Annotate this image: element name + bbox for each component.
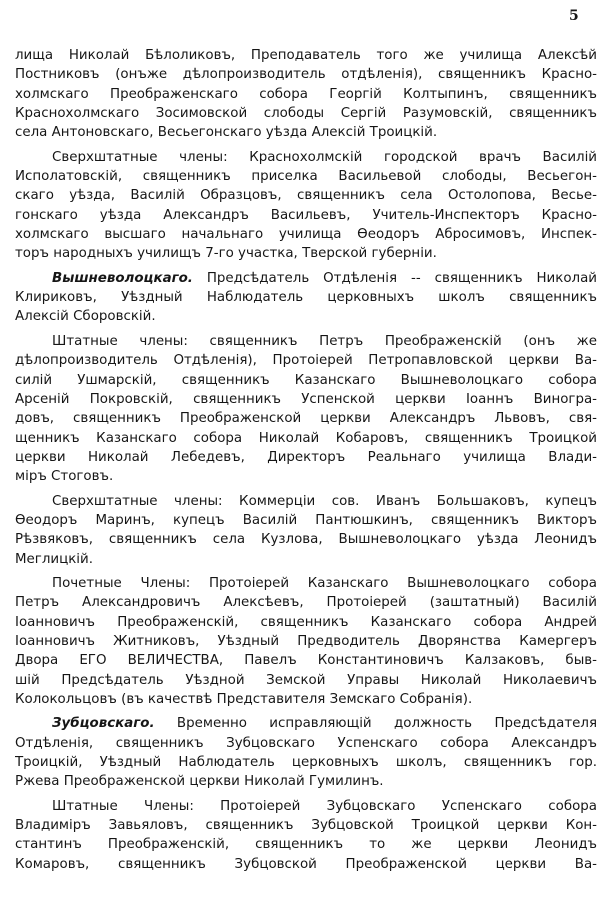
text-line: стантинъ Преображенскій, священникъ то же церкви Леонидъ: [15, 837, 597, 853]
paragraph: [15, 574, 597, 709]
text-line: Владиміръ Завьяловъ, священникъ Зубцовской Троицкой церкви Кон-: [15, 818, 597, 834]
text-line: Отдѣленія, священникъ Зубцовскаго Успенскаго собора Александръ: [15, 735, 597, 751]
text-line: Ржева Преображенской церкви Николай Гумилинъ.: [15, 774, 384, 790]
text-line: села Антоновскаго, Весьегонскаго уѣзда Алексій Троицкій.: [15, 125, 438, 141]
section-heading: Зубцовскаго.: [52, 716, 155, 732]
text-line: Штатные члены: священникъ Петръ Преображенскій (онъ же: [52, 333, 597, 349]
text-line: Алексій Сборовскій.: [15, 309, 156, 325]
text-line: Арсеній Покровскій, священникъ Успенской церкви Іоаннъ Виногра-: [15, 391, 597, 407]
text-line: дѣлопроизводитель Отдѣленія), Протоіерей Петропавловской церкви Ва-: [15, 353, 597, 369]
text-line: Исполатовскій, священникъ приселка Васильевой слободы, Весьегон-: [15, 169, 597, 185]
text-line: Меглицкій.: [15, 551, 93, 567]
text-line: [15, 714, 597, 733]
text-line: лища Николай Бѣлоликовъ, Преподаватель того же училища Алексѣй: [15, 48, 597, 63]
text-span: Временно исправляющій должность Предсѣдателя: [154, 716, 597, 732]
text-line: Почетные Члены: Протоіерей Казанскаго Вышневолоцкаго собора: [52, 575, 597, 591]
text-line: Клириковъ, Уѣздный Наблюдатель церковныхъ школъ священникъ: [15, 290, 597, 306]
paragraph: [15, 332, 597, 487]
text-line: торъ народныхъ училищъ 7-го участка, Тверской губерніи.: [15, 246, 437, 262]
text-line: щенникъ Казанскаго собора Николай Кобаровъ, священникъ Троицкой: [15, 430, 597, 446]
text-line: гонскаго уѣзда Александръ Васильевъ, Учитель-Инспекторъ Красно-: [15, 207, 597, 223]
section-heading: Вышневолоцкаго.: [52, 270, 193, 286]
text-line: Рѣзвяковъ, священникъ села Кузлова, Вышневолоцкаго уѣзда Леонидъ: [15, 532, 597, 548]
text-line: Іоанновичъ Житниковъ, Уѣздный Предводитель Дворянства Камергеръ: [15, 633, 597, 649]
text-line: довъ, священникъ Преображенской церкви Александръ Львовъ, свя-: [15, 411, 597, 427]
text-line: силій Ушмарскій, священникъ Казанскаго Вышневолоцкаго собора: [15, 372, 597, 388]
text-line: холмскаго высшаго начальнаго училища Ѳеодоръ Абросимовъ, Инспек-: [15, 227, 597, 243]
text-line: [15, 269, 597, 288]
text-line: шій Предсѣдатель Уѣздной Земской Управы Николай Николаевичъ: [15, 672, 597, 688]
document-body: [15, 46, 597, 874]
paragraph: [15, 797, 597, 874]
text-line: Іоанновичъ Преображенскій, священникъ Казанскаго собора Андрей: [15, 614, 597, 630]
text-line: холмскаго Преображенскаго собора Георгій Колтыпинъ, священникъ: [15, 86, 597, 102]
text-line: Двора ЕГО ВЕЛИЧЕСТВА, Павелъ Константиновичъ Калзаковъ, быв-: [15, 653, 597, 669]
text-line: Постниковъ (онъже дѣлопроизводитель отдѣленія), священникъ Красно-: [15, 67, 597, 83]
text-line: Колокольцовъ (въ качествѣ Представителя Земскаго Собранія).: [15, 692, 473, 707]
text-line: Сверхштатные члены: Краснохолмскій городской врачъ Василій: [52, 149, 597, 165]
text-line: міръ Стоговъ.: [15, 469, 114, 485]
page-number: 5: [569, 8, 579, 24]
text-line: Сверхштатные члены: Коммерціи сов. Иванъ Большаковъ, купецъ: [52, 493, 597, 509]
paragraph: [15, 269, 597, 327]
text-line: церкви Николай Лебедевъ, Директоръ Реальнаго училища Влади-: [15, 449, 597, 465]
paragraph: [15, 714, 597, 791]
text-line: Краснохолмскаго Зосимовской слободы Сергій Разумовскій, священникъ: [15, 106, 597, 122]
text-line: Ѳеодоръ Маринъ, купецъ Василій Пантюшкинъ, священникъ Викторъ: [15, 512, 597, 528]
paragraph: [15, 492, 597, 569]
text-span: Предсѣдатель Отдѣленія -- священникъ Николай: [192, 270, 597, 286]
text-line: скаго уѣзда, Василій Образцовъ, священникъ села Остолопова, Весье-: [15, 188, 597, 204]
text-line: Троицкій, Уѣздный Наблюдатель церковныхъ школъ, священникъ гор.: [15, 755, 597, 771]
text-line: Петръ Александровичъ Алексѣевъ, Протоіерей (заштатный) Василій: [15, 595, 597, 611]
paragraph: [15, 46, 597, 143]
text-line: Штатные Члены: Протоіерей Зубцовскаго Успенскаго собора: [52, 798, 597, 814]
text-line: Комаровъ, священникъ Зубцовской Преображенской церкви Ва-: [15, 856, 597, 872]
paragraph: [15, 148, 597, 264]
